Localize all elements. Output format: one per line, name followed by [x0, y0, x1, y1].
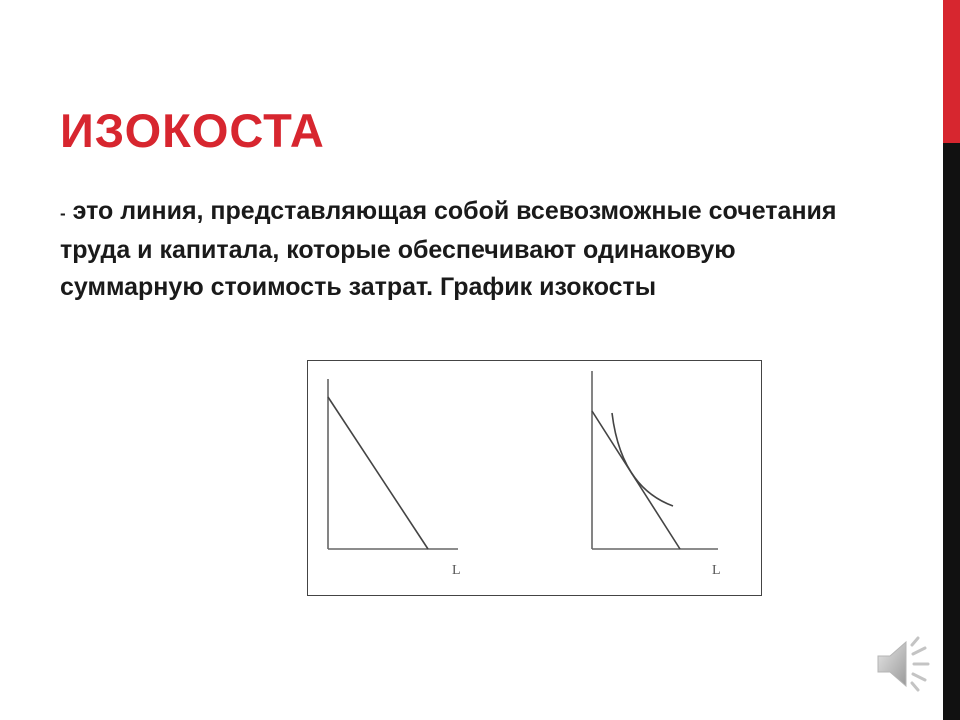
right-isoquant-curve: [612, 413, 673, 506]
left-graph: [328, 379, 461, 578]
side-accent-red: [943, 0, 960, 143]
slide-body: [60, 193, 840, 306]
left-x-axis-label: L: [452, 563, 461, 578]
left-isocost-line: [328, 397, 428, 549]
right-x-axis-label: L: [712, 563, 721, 578]
isocost-figure: [307, 360, 762, 596]
slide-title: ИЗОКОСТА: [60, 104, 325, 157]
speaker-icon[interactable]: [872, 632, 936, 696]
isocost-graphs: [308, 361, 761, 595]
right-graph: [592, 371, 721, 578]
body-dash: -: [60, 204, 66, 223]
body-text: это линия, представляющая собой всевозможные сочетания труда и капитала, которые обеспечивают одинаковую суммарную стоимость затрат. График изокосты: [60, 197, 837, 301]
side-accent-black: [943, 143, 960, 720]
speaker-icon-graphic: [872, 632, 936, 696]
side-accent-bar: [943, 0, 960, 720]
